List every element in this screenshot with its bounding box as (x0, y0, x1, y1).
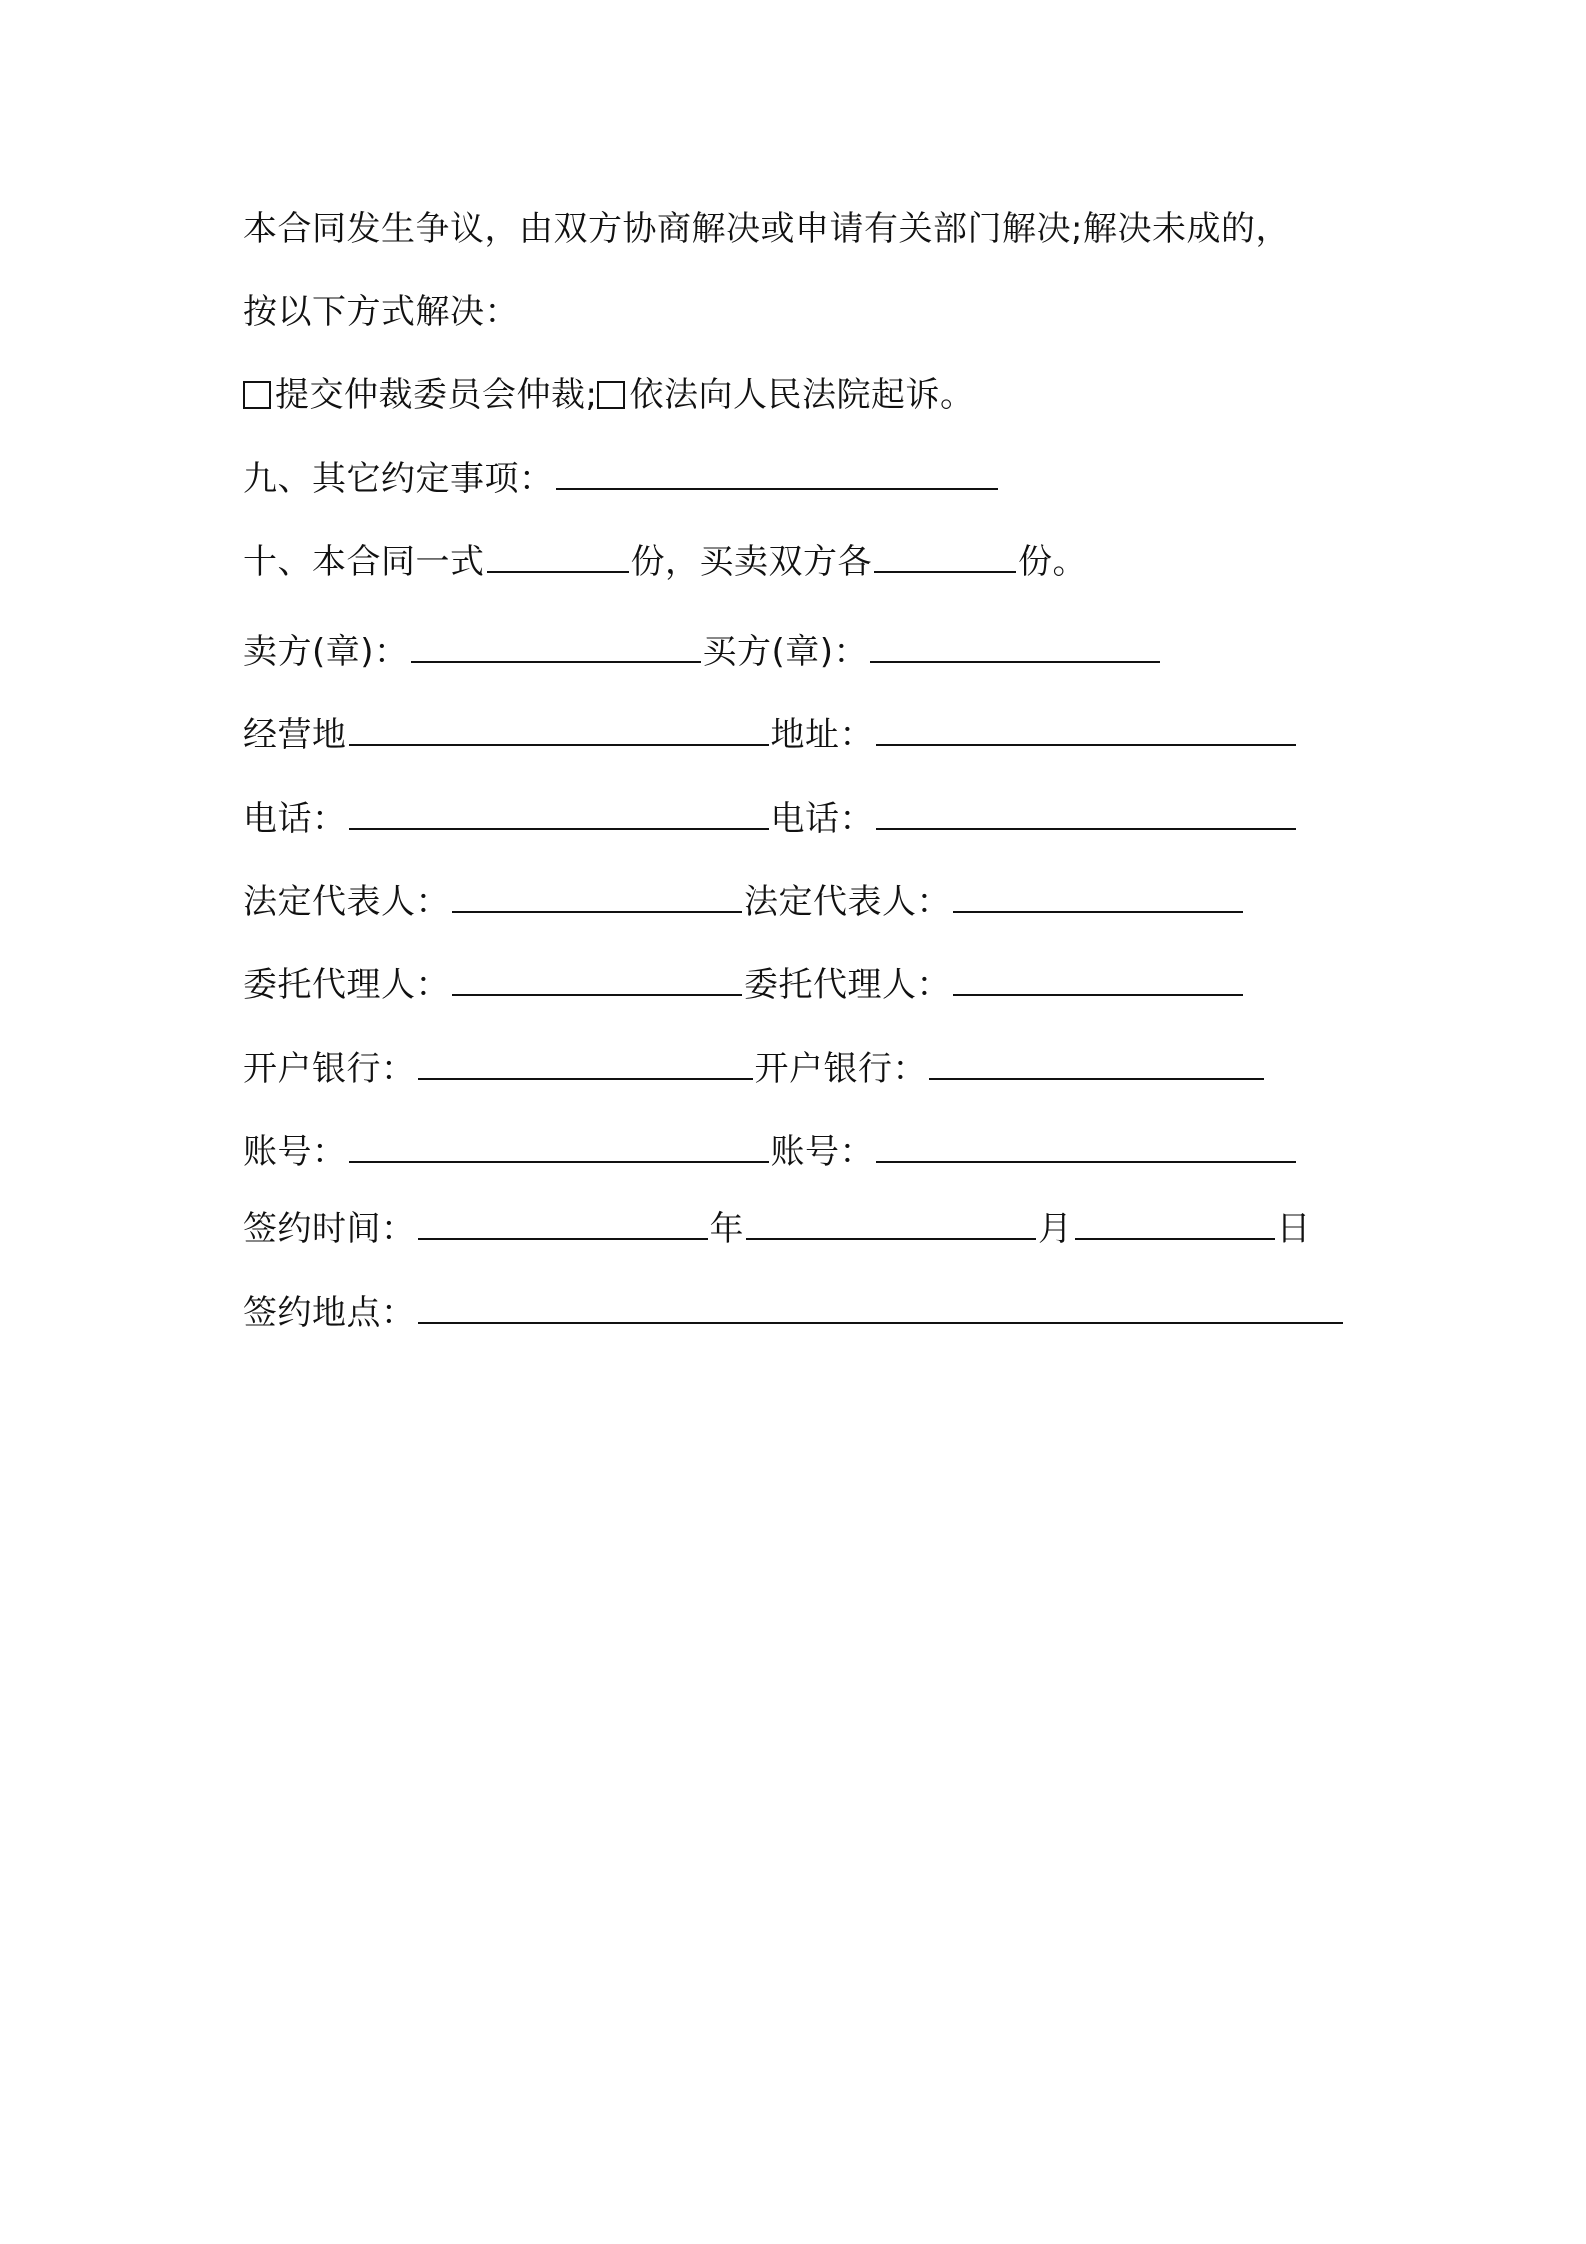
dispute-options-line (243, 373, 974, 417)
sign-day-blank[interactable] (1075, 1208, 1275, 1240)
seller-account-blank[interactable] (349, 1131, 769, 1163)
seller-agent-label: 委托代理人： (243, 965, 450, 1005)
clause-10-suffix: 份。 (1018, 542, 1087, 582)
address-label: 地址： (770, 715, 874, 755)
arbitration-checkbox[interactable] (243, 381, 271, 409)
seller-phone-blank[interactable] (349, 798, 769, 830)
sign-time-line (243, 1207, 1311, 1251)
seller-account-label: 账号： (243, 1132, 347, 1172)
sign-year-blank[interactable] (418, 1208, 708, 1240)
agent-line (243, 963, 1245, 1007)
month-label: 月 (1038, 1209, 1073, 1249)
sign-time-label: 签约时间： (243, 1209, 416, 1249)
buyer-seal-label: 买方(章)： (702, 632, 869, 672)
phone-line (243, 797, 1298, 841)
court-option-label: 依法向人民法院起诉。 (629, 375, 975, 415)
day-label: 日 (1276, 1209, 1311, 1249)
arbitration-option-label: 提交仲裁委员会仲裁; (275, 375, 598, 415)
seller-agent-blank[interactable] (452, 964, 742, 996)
buyer-legal-rep-label: 法定代表人： (744, 882, 951, 922)
business-place-label: 经营地 (243, 715, 347, 755)
dispute-paragraph-line-1 (243, 207, 1290, 251)
seller-bank-label: 开户银行： (243, 1049, 416, 1089)
other-terms-blank[interactable] (556, 458, 998, 490)
seller-phone-label: 电话： (243, 799, 347, 839)
address-blank[interactable] (876, 714, 1296, 746)
seller-legal-rep-blank[interactable] (452, 881, 742, 913)
seller-bank-blank[interactable] (418, 1048, 753, 1080)
sign-place-label: 签约地点： (243, 1293, 416, 1333)
buyer-bank-label: 开户银行： (754, 1049, 927, 1089)
sign-month-blank[interactable] (746, 1208, 1036, 1240)
buyer-agent-blank[interactable] (953, 964, 1243, 996)
seller-legal-rep-label: 法定代表人： (243, 882, 450, 922)
clause-10-line (243, 540, 1087, 584)
buyer-phone-label: 电话： (770, 799, 874, 839)
clause-9-label: 九、其它约定事项： (243, 459, 554, 499)
dispute-text-2: 按以下方式解决： (243, 292, 519, 332)
buyer-phone-blank[interactable] (876, 798, 1296, 830)
dispute-text-1: 本合同发生争议，由双方协商解决或申请有关部门解决;解决未成的， (243, 209, 1290, 249)
court-checkbox[interactable] (597, 381, 625, 409)
clause-10-prefix: 十、本合同一式 (243, 542, 485, 582)
year-label: 年 (709, 1209, 744, 1249)
seal-line (243, 630, 1162, 674)
clause-10-middle: 份，买卖双方各 (630, 542, 872, 582)
address-line (243, 713, 1298, 757)
buyer-account-blank[interactable] (876, 1131, 1296, 1163)
account-line (243, 1130, 1298, 1174)
business-place-blank[interactable] (349, 714, 769, 746)
buyer-agent-label: 委托代理人： (744, 965, 951, 1005)
buyer-seal-blank[interactable] (870, 631, 1160, 663)
seller-seal-blank[interactable] (411, 631, 701, 663)
buyer-legal-rep-blank[interactable] (953, 881, 1243, 913)
seller-seal-label: 卖方(章)： (243, 632, 409, 672)
sign-place-blank[interactable] (418, 1292, 1343, 1324)
copies-each-blank[interactable] (874, 541, 1016, 573)
copies-total-blank[interactable] (487, 541, 629, 573)
dispute-paragraph-line-2 (243, 290, 519, 334)
sign-place-line (243, 1291, 1345, 1335)
bank-line (243, 1047, 1266, 1091)
buyer-account-label: 账号： (770, 1132, 874, 1172)
clause-9-line (243, 457, 1000, 501)
buyer-bank-blank[interactable] (929, 1048, 1264, 1080)
legal-rep-line (243, 880, 1245, 924)
